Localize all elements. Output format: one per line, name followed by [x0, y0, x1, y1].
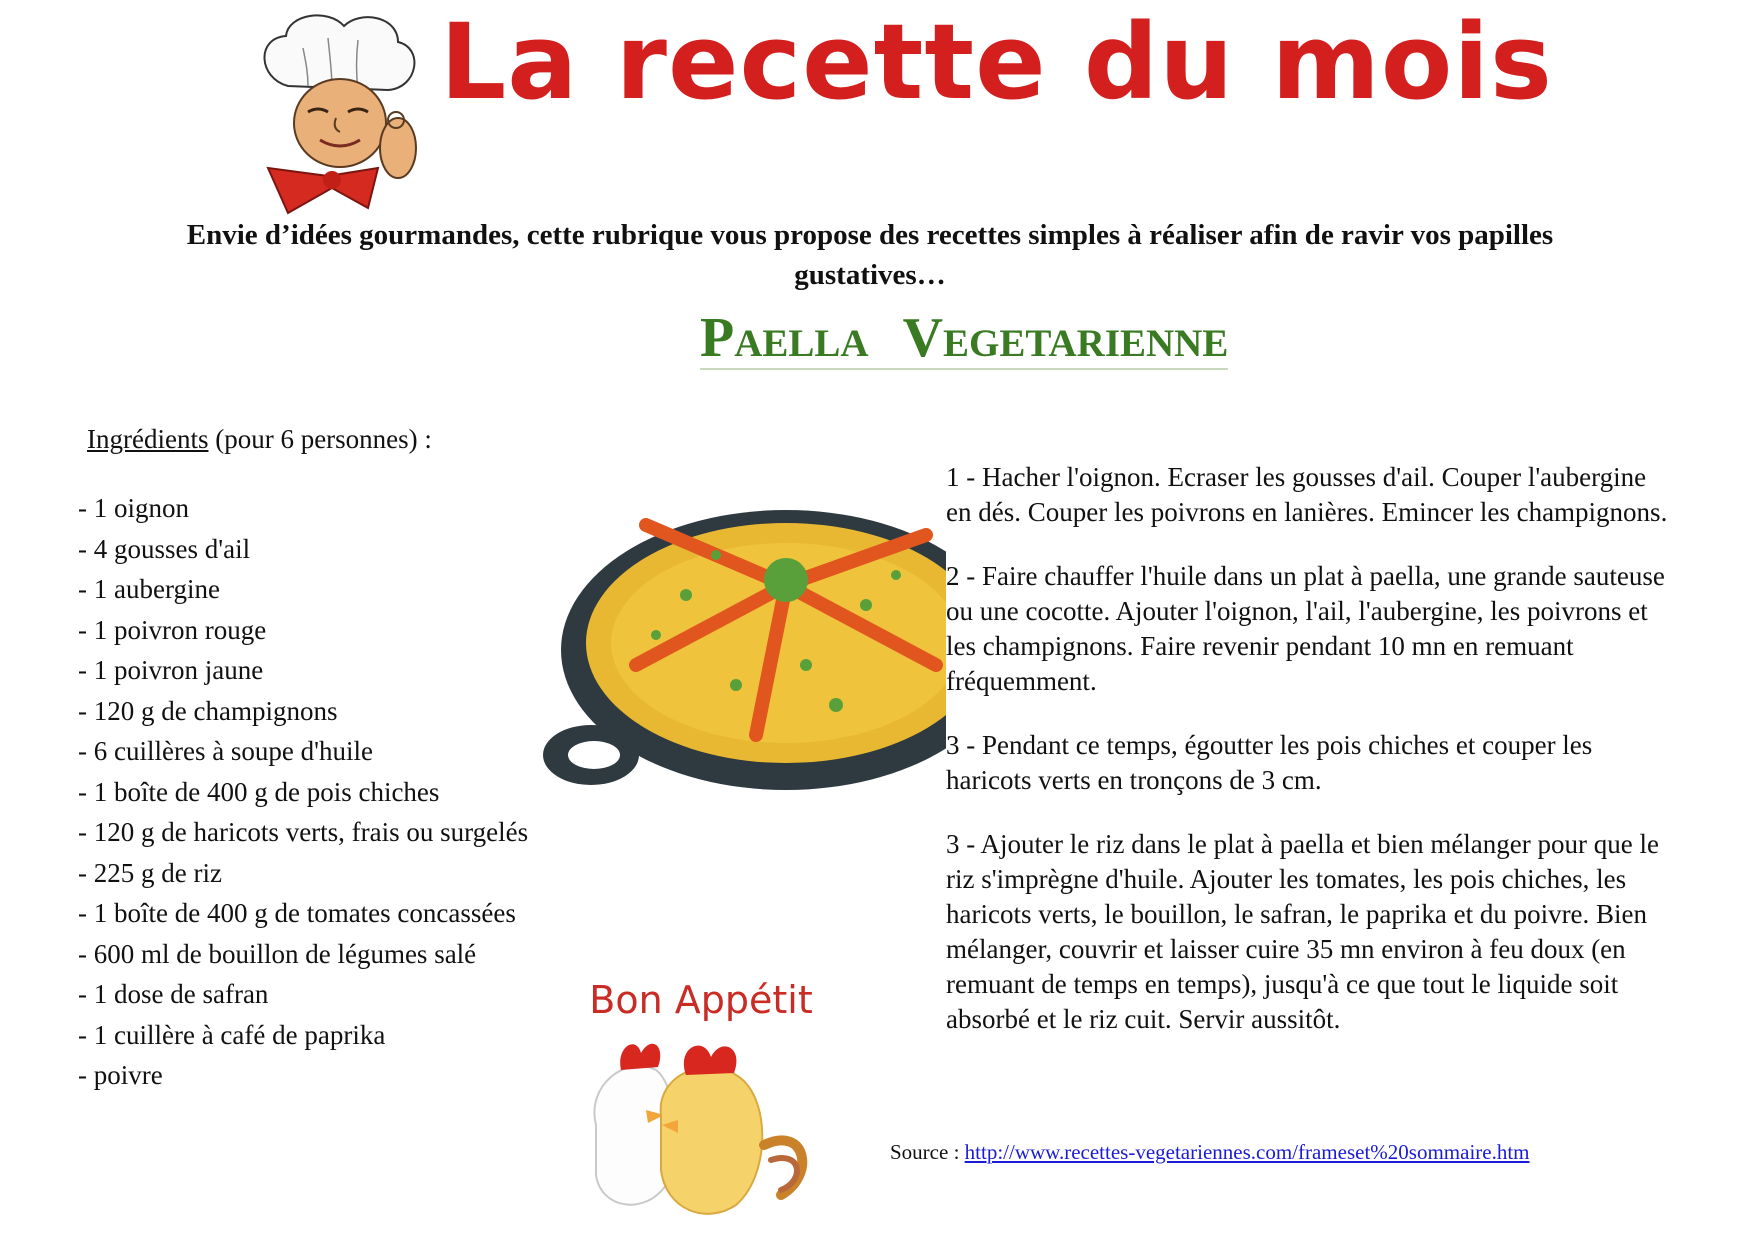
ingredients-heading [87, 424, 432, 455]
recipe-steps [946, 460, 1676, 1066]
ingredient-item: - 600 ml de bouillon de légumes salé [78, 938, 477, 969]
ingredient-item: - 1 aubergine [78, 574, 220, 604]
ingredient-item: - 6 cuillères à soupe d'huile [78, 736, 374, 766]
recipe-step: 3 - Pendant ce temps, égoutter les pois chiches et couper les haricots verts en tronçons de 3 cm. [946, 730, 1593, 795]
ingredient-item: - 1 poivron jaune [78, 655, 264, 685]
ingredient-item: - poivre [78, 1060, 163, 1090]
source-line [890, 1140, 1530, 1165]
recipe-title-word-1: Paella [700, 307, 869, 369]
ingredient-item: - 1 oignon [78, 493, 189, 523]
ingredient-item: - 1 dose de safran [78, 979, 269, 1009]
recipe-step: 2 - Faire chauffer l'huile dans un plat à paella, une grande sauteuse ou une cocotte. Ajouter l'oignon, l'ail, l'aubergine, les poivrons et les champignons. Faire revenir pendant 10 mn en remuant fréquemment. [946, 561, 1665, 696]
bon-appetit-illustration [566, 975, 836, 1225]
page-title: La recette du mois [440, 1, 1553, 123]
ingredients-servings: (pour 6 personnes) : [208, 424, 432, 454]
ingredient-item: - 1 cuillère à café de paprika [78, 1019, 386, 1050]
intro-text: Envie d’idées gourmandes, cette rubrique vous propose des recettes simples à réaliser afin de ravir vos papilles gustatives… [186, 219, 1554, 291]
source-link[interactable]: http://www.recettes-vegetariennes.com/frameset%20sommaire.htm [964, 1140, 1530, 1164]
recipe-title-word-2: Vegetarienne [902, 307, 1229, 369]
ingredient-item: - 4 gousses d'ail [78, 533, 251, 564]
ingredient-item: - 120 g de haricots verts, frais ou surgelés [78, 817, 529, 847]
paella-pan-image [536, 455, 946, 830]
chef-illustration [248, 8, 438, 220]
recipe-step: 3 - Ajouter le riz dans le plat à paella et bien mélanger pour que le riz s'imprègne d'huile. Ajouter les tomates, les pois chiches, les haricots verts, le bouillon, le safran, le paprika et du poivre. Bien mélanger, couvrir et laisser cuire 35 mn environ à feu doux (en remuant de temps en temps), jusqu'à ce que tout le liquide soit absorbé et le riz cuit. Servir aussitôt. [946, 829, 1659, 1034]
ingredient-item: - 1 boîte de 400 g de pois chiches [78, 776, 440, 807]
source-label: Source : [890, 1140, 965, 1164]
ingredients-heading-label: Ingrédients [87, 424, 209, 454]
ingredient-item: - 120 g de champignons [78, 695, 338, 726]
ingredient-item: - 225 g de riz [78, 857, 222, 888]
ingredient-item: - 1 boîte de 400 g de tomates concassées [78, 898, 516, 928]
recipe-step: 1 - Hacher l'oignon. Ecraser les gousses d'ail. Couper l'aubergine en dés. Couper les poivrons en lanières. Emincer les champignons. [946, 462, 1668, 527]
bon-appetit-text: Bon Appétit [589, 978, 813, 1022]
ingredient-item: - 1 poivron rouge [78, 614, 267, 645]
recipe-title [700, 307, 1229, 370]
ingredients-list [78, 488, 528, 1096]
